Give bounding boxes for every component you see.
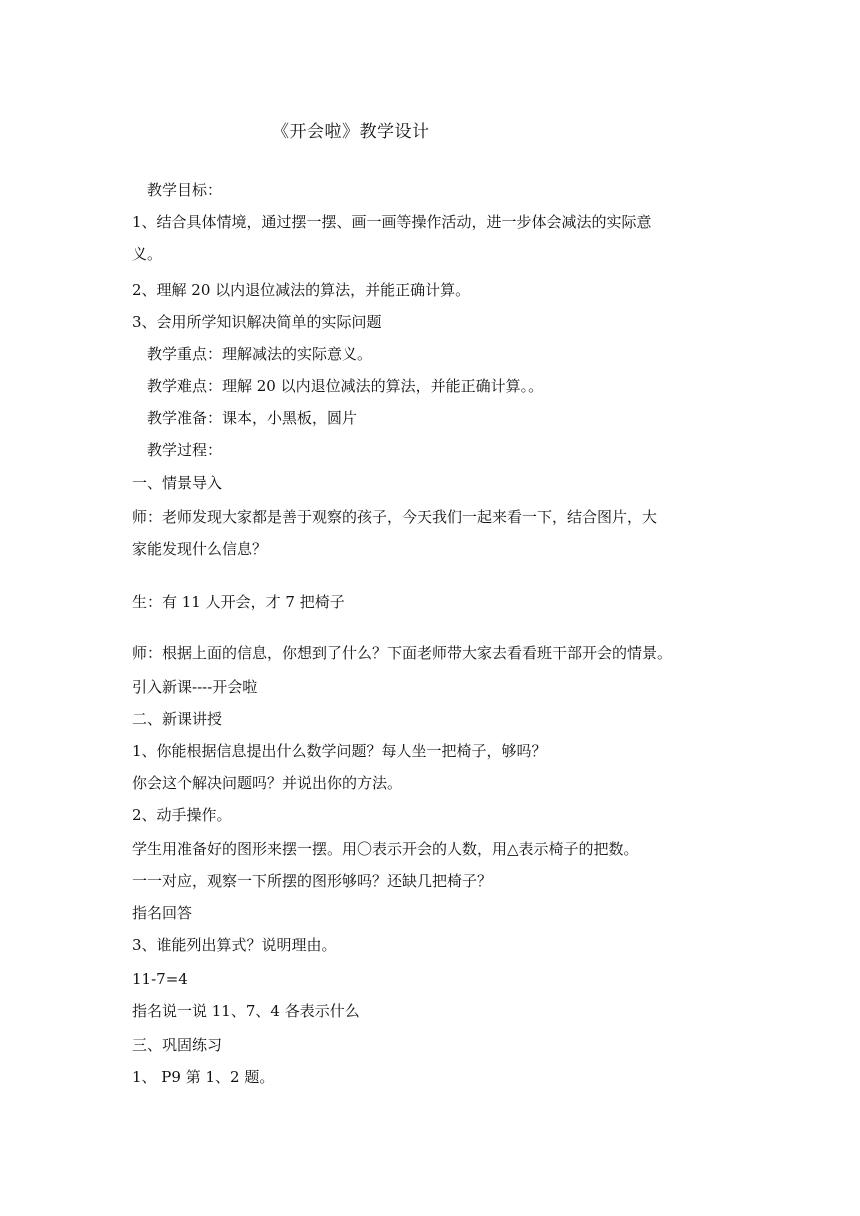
paragraph-line: 教学准备：课本，小黑板，圆片 <box>147 409 358 427</box>
paragraph-line: 师：根据上面的信息，你想到了什么？下面老师带大家去看看班干部开会的情景。 <box>132 644 673 662</box>
paragraph-line: 2、理解 20 以内退位减法的算法，并能正确计算。 <box>132 281 471 299</box>
paragraph-line: 教学难点：理解 20 以内退位减法的算法，并能正确计算。。 <box>147 377 544 395</box>
paragraph-line: 1、 P9 第 1、2 题。 <box>132 1068 275 1086</box>
section-heading: 三、巩固练习 <box>132 1036 223 1054</box>
paragraph-line: 家能发现什么信息？ <box>132 540 268 558</box>
paragraph-line: 1、你能根据信息提出什么数学问题？每人坐一把椅子，够吗？ <box>132 742 547 760</box>
paragraph-line: 学生用准备好的图形来摆一摆。用〇表示开会的人数，用△表示椅子的把数。 <box>132 840 639 858</box>
paragraph-line: 教学重点：理解减法的实际意义。 <box>147 345 373 363</box>
paragraph-line: 3、谁能列出算式？说明理由。 <box>132 936 337 954</box>
paragraph-line: 引入新课----开会啦 <box>132 678 258 696</box>
equation-line: 11-7=4 <box>132 970 188 988</box>
paragraph-line: 你会这个解决问题吗？并说出你的方法。 <box>132 774 403 792</box>
paragraph-line: 指名回答 <box>132 904 193 922</box>
paragraph-line: 2、动手操作。 <box>132 806 232 824</box>
paragraph-line: 指名说一说 11、7、4 各表示什么 <box>132 1002 360 1020</box>
paragraph-line: 生：有 11 人开会，才 7 把椅子 <box>132 593 345 611</box>
paragraph-line: 3、会用所学知识解决简单的实际问题 <box>132 313 382 331</box>
paragraph-line: 师：老师发现大家都是善于观察的孩子，今天我们一起来看一下，结合图片，大 <box>132 508 658 526</box>
paragraph-line: 义。 <box>132 245 163 263</box>
document-title: 《开会啦》教学设计 <box>272 122 430 142</box>
paragraph-line: 一一对应，观察一下所摆的图形够吗？还缺几把椅子？ <box>132 872 493 890</box>
section-heading: 二、新课讲授 <box>132 710 223 728</box>
section-heading: 教学目标： <box>147 181 223 199</box>
section-heading: 教学过程： <box>147 441 223 459</box>
paragraph-line: 1、结合具体情境，通过摆一摆、画一画等操作活动，进一步体会减法的实际意 <box>132 213 652 231</box>
section-heading: 一、情景导入 <box>132 474 223 492</box>
